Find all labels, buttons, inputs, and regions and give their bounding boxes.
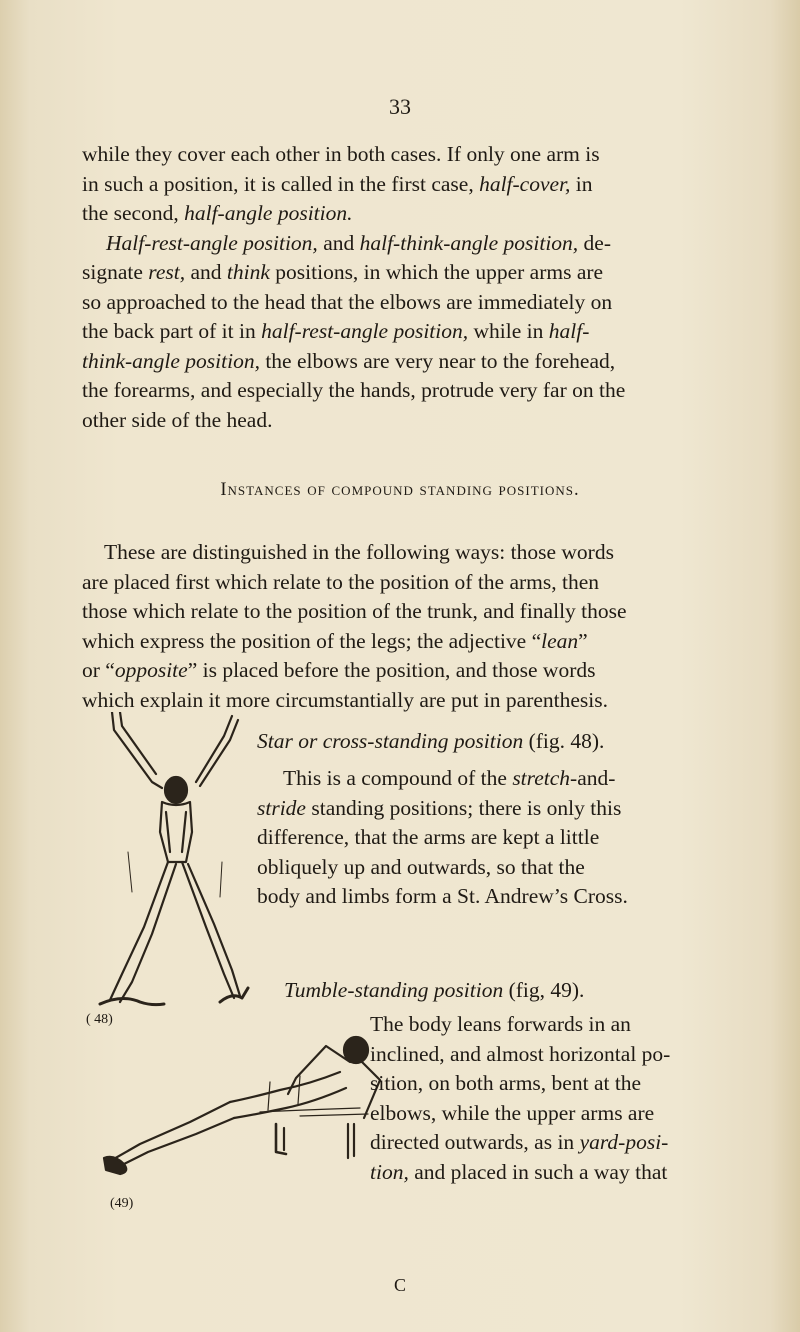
text-line: signate rest, and think positions, in which the upper arms are [82, 260, 604, 284]
text-line: which express the position of the legs; the adjective “lean” [82, 629, 588, 653]
text-line: which explain it more circumstantially are put in parenthesis. [82, 688, 608, 712]
text-line: difference, that the arms are kept a little [257, 825, 600, 849]
figure-49-label: (49) [110, 1196, 134, 1211]
text-line: The body leans forwards in an [370, 1012, 631, 1036]
text-line: other side of the head. [82, 408, 273, 432]
text-line: stride standing positions; there is only this [257, 796, 622, 820]
text-line: tion, and placed in such a way that [370, 1160, 668, 1184]
text-line: Half-rest-angle position, and half-think-angle position, de- [106, 231, 611, 255]
text-line: while they cover each other in both cases. If only one arm is [82, 142, 600, 166]
text-line: sition, on both arms, bent at the [370, 1071, 642, 1095]
text-line: the second, half-angle position. [82, 201, 353, 225]
figure-48-title: Star or cross-standing position (fig. 48). [257, 729, 605, 753]
section-heading: Instances of compound standing positions. [220, 480, 580, 500]
text-line: in such a position, it is called in the first case, half-cover, in [82, 172, 593, 196]
figure-49-illustration [100, 1032, 400, 1202]
text-line: the forearms, and especially the hands, protrude very far on the [82, 378, 626, 402]
figure-49-title: Tumble-standing position (fig, 49). [284, 978, 585, 1002]
text-line: This is a compound of the stretch-and- [283, 766, 616, 790]
text-line: are placed first which relate to the position of the arms, then [82, 570, 600, 594]
signature-mark: C [393, 1275, 406, 1295]
text-line: directed outwards, as in yard-posi- [370, 1130, 669, 1154]
text-line: elbows, while the upper arms are [370, 1101, 655, 1125]
figure-48-label: ( 48) [86, 1012, 113, 1027]
text-line: These are distinguished in the following ways: those words [104, 540, 614, 564]
text-line: think-angle position, the elbows are very near to the forehead, [82, 349, 616, 373]
text-line: or “opposite” is placed before the position, and those words [82, 658, 596, 682]
text-line: so approached to the head that the elbows are immediately on [82, 290, 613, 314]
text-line: obliquely up and outwards, so that the [257, 855, 585, 879]
text-line: those which relate to the position of the trunk, and finally those [82, 599, 627, 623]
text-line: the back part of it in half-rest-angle position, while in half- [82, 319, 590, 343]
text-line: body and limbs form a St. Andrew’s Cross. [257, 884, 628, 908]
page-number: 33 [389, 94, 411, 119]
text-line: inclined, and almost horizontal po- [370, 1042, 671, 1066]
